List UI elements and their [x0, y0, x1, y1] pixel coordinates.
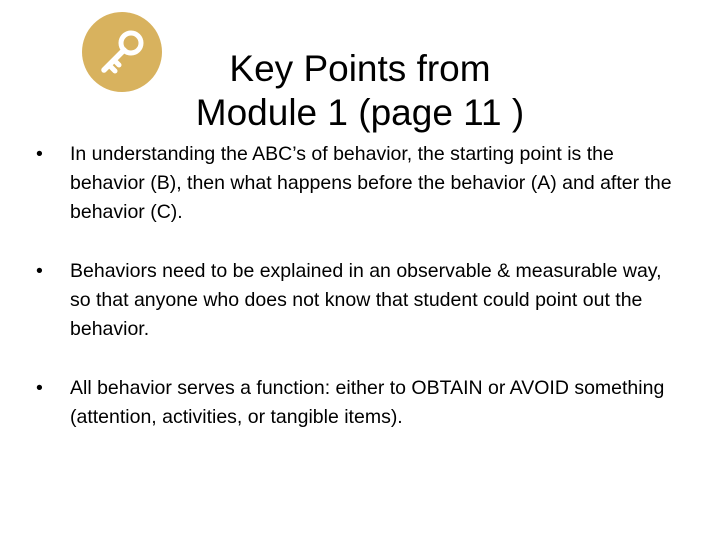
bullet-dot: •	[36, 143, 43, 165]
bullet-list	[36, 140, 676, 462]
bullet-text: In understanding the ABC’s of behavior, the starting point is the behavior (B), then what happens before the behavior (A) and after the behavior (C).	[70, 143, 672, 223]
list-item	[36, 140, 676, 227]
bullet-text: Behaviors need to be explained in an observable & measurable way, so that anyone who does not know that student could point out the behavior.	[70, 260, 662, 340]
list-item	[36, 257, 676, 344]
bullet-dot: •	[36, 377, 43, 399]
bullet-dot: •	[36, 260, 43, 282]
page-title	[150, 47, 570, 135]
bullet-text: All behavior serves a function: either to OBTAIN or AVOID something (attention, activities, or tangible items).	[70, 377, 665, 428]
title-line-1: Key Points from	[229, 47, 491, 89]
title-line-2: Module 1 (page 11 )	[195, 91, 525, 133]
list-item	[36, 374, 676, 432]
